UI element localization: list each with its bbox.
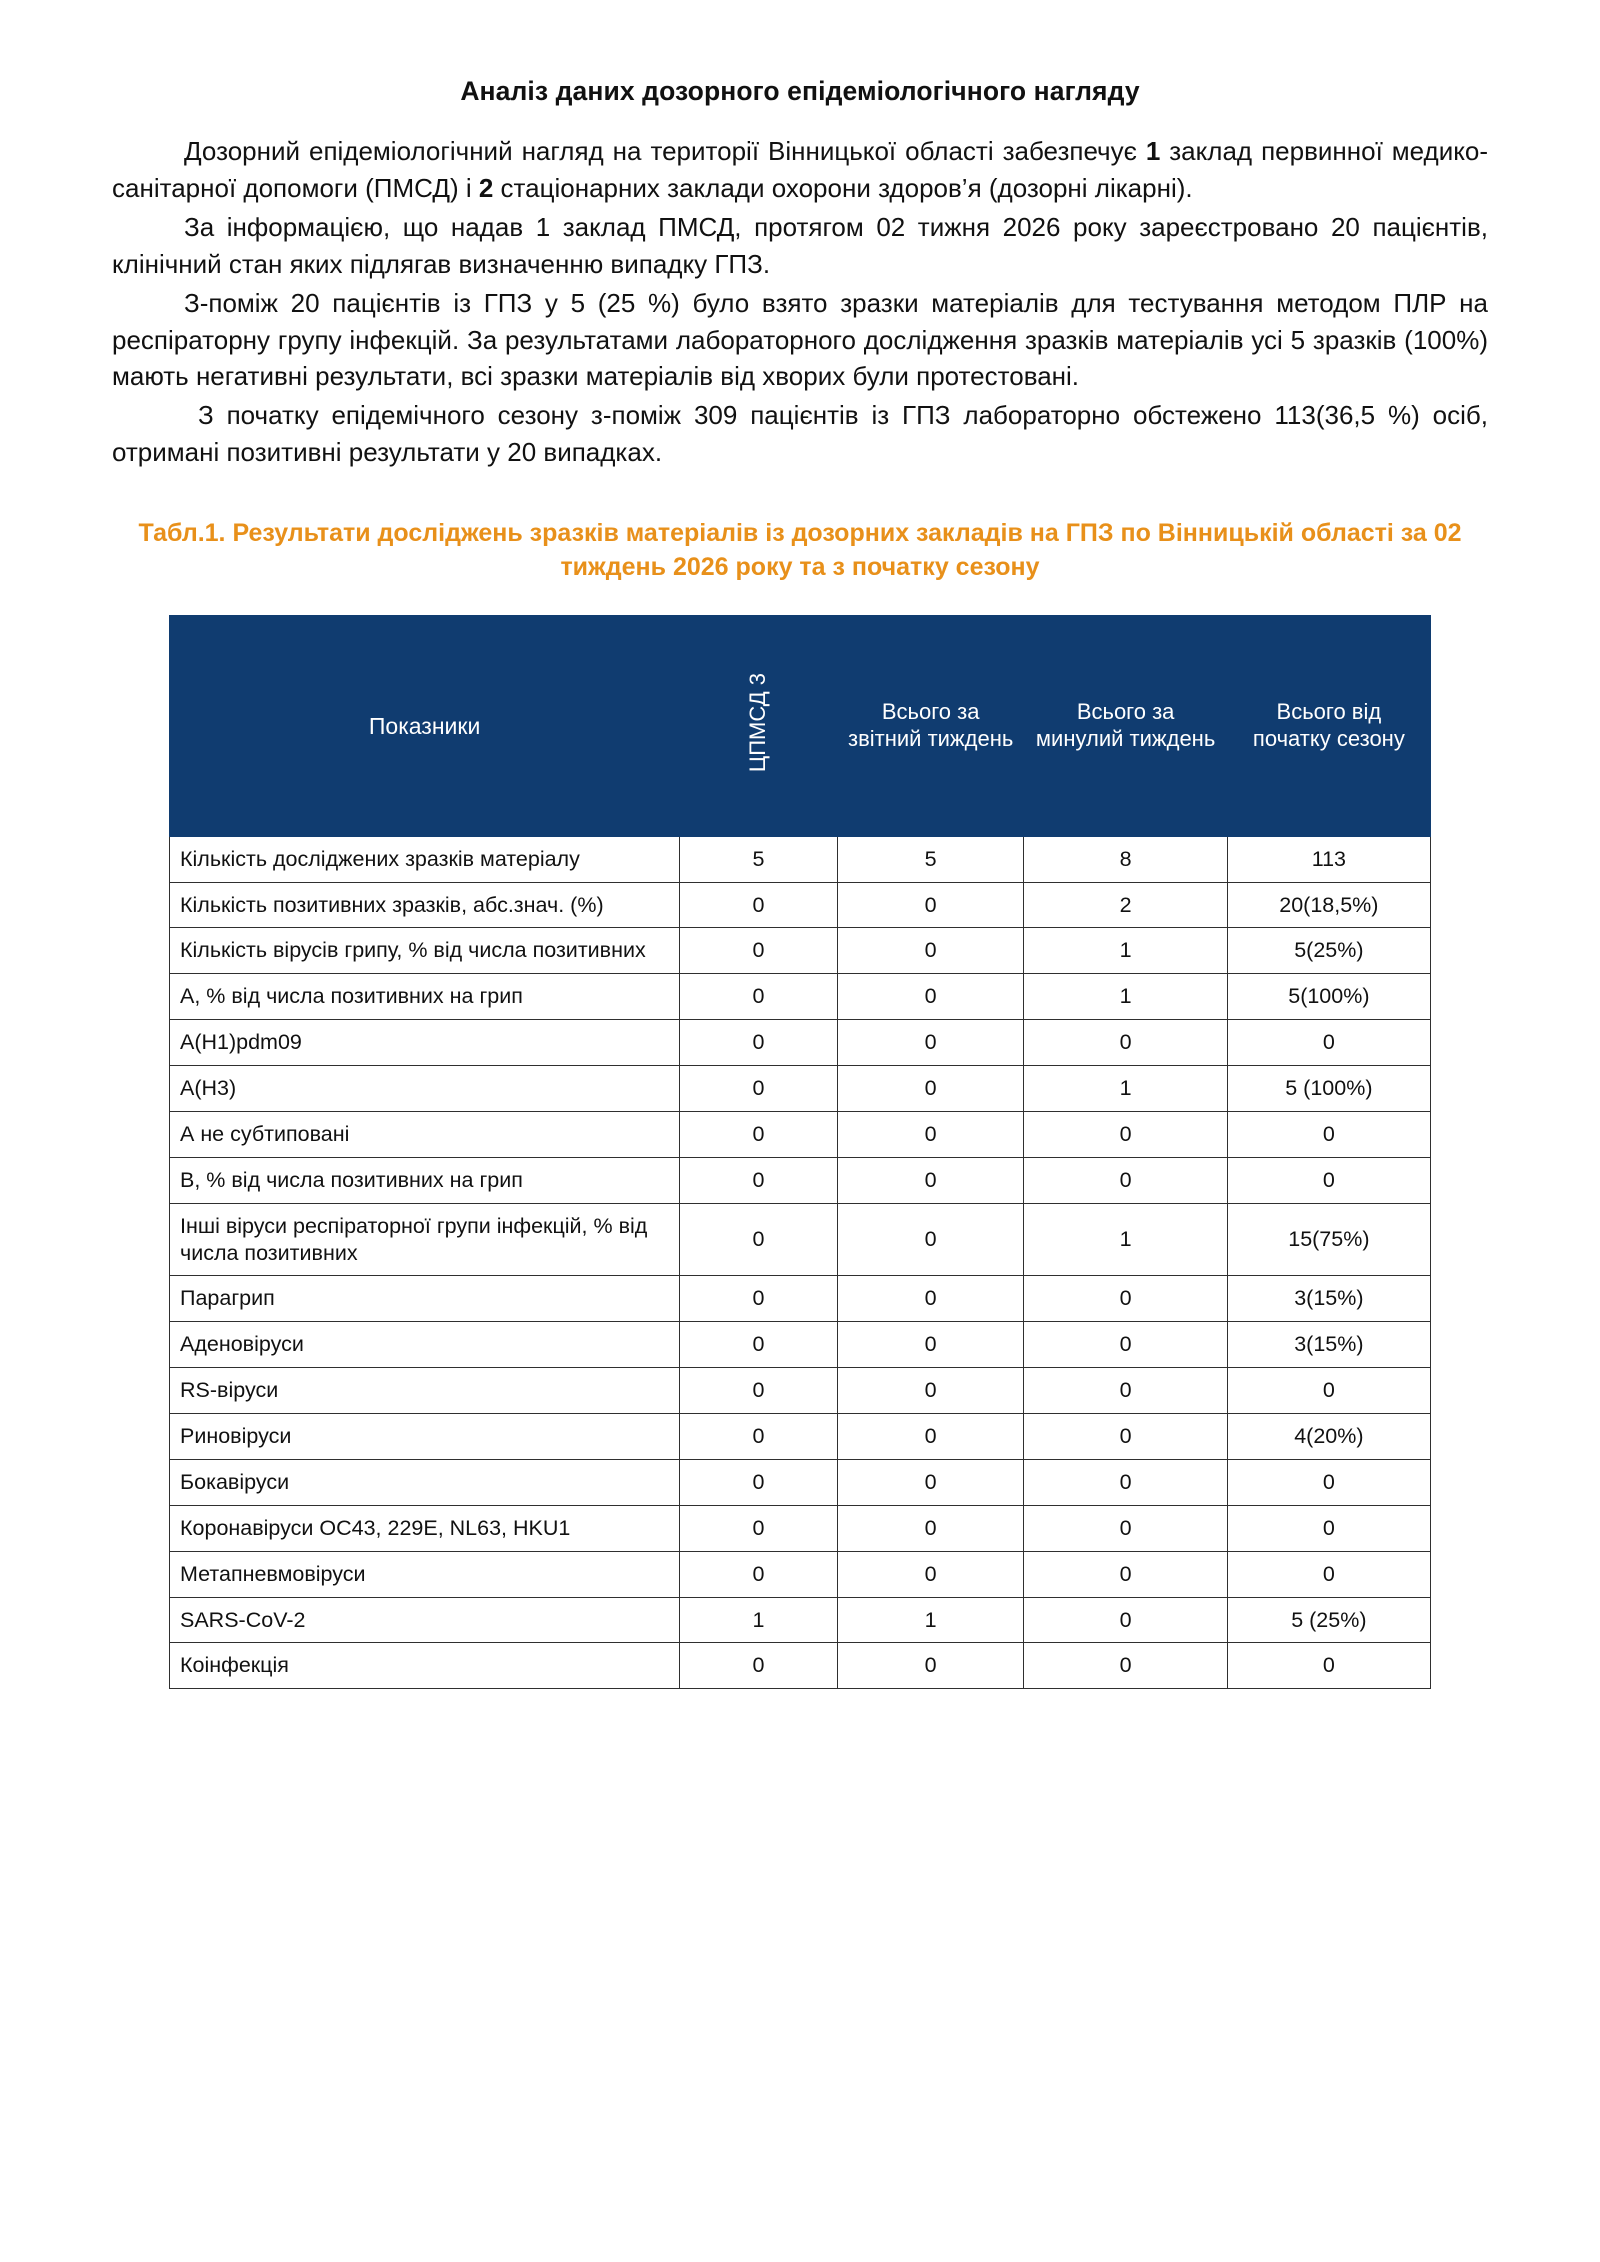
row-previous-week: 0 (1024, 1368, 1227, 1414)
row-season-total: 3(15%) (1227, 1322, 1430, 1368)
row-season-total: 5 (100%) (1227, 1066, 1430, 1112)
row-label: A(H3) (170, 1066, 680, 1112)
row-previous-week: 0 (1024, 1322, 1227, 1368)
table-row (170, 974, 1431, 1020)
row-previous-week: 0 (1024, 1020, 1227, 1066)
row-current-week: 0 (837, 1551, 1024, 1597)
row-current-week: 0 (837, 1368, 1024, 1414)
row-cpmsd: 0 (680, 1643, 838, 1689)
table-row (170, 1322, 1431, 1368)
table-row (170, 1459, 1431, 1505)
row-season-total: 0 (1227, 1505, 1430, 1551)
row-season-total: 0 (1227, 1020, 1430, 1066)
row-season-total: 113 (1227, 836, 1430, 882)
row-current-week: 0 (837, 1203, 1024, 1276)
row-label: Метапневмовіруси (170, 1551, 680, 1597)
row-label: Інші віруси респіраторної групи інфекцій, % від числа позитивних (170, 1203, 680, 1276)
table-row (170, 1111, 1431, 1157)
table-row (170, 1066, 1431, 1112)
row-previous-week: 0 (1024, 1459, 1227, 1505)
row-season-total: 20(18,5%) (1227, 882, 1430, 928)
row-cpmsd: 0 (680, 1459, 838, 1505)
row-cpmsd: 0 (680, 882, 838, 928)
row-previous-week: 1 (1024, 974, 1227, 1020)
row-current-week: 0 (837, 1322, 1024, 1368)
row-cpmsd: 0 (680, 1066, 838, 1112)
row-current-week: 0 (837, 882, 1024, 928)
row-label: Бокавіруси (170, 1459, 680, 1505)
row-label: В, % від числа позитивних на грип (170, 1157, 680, 1203)
row-current-week: 0 (837, 1276, 1024, 1322)
row-current-week: 1 (837, 1597, 1024, 1643)
table-header (170, 615, 1431, 836)
row-label: RS-віруси (170, 1368, 680, 1414)
paragraph-2 (112, 209, 1488, 283)
row-previous-week: 0 (1024, 1643, 1227, 1689)
row-season-total: 3(15%) (1227, 1276, 1430, 1322)
paragraph-1-text: Дозорний епідеміологічний нагляд на території Вінницької області забезпечує 1 заклад первинної медико-санітарної допомоги (ПМСД) і 2 стаціонарних заклади охорони здоров’я (дозорні лікарні). (112, 136, 1489, 203)
row-previous-week: 0 (1024, 1276, 1227, 1322)
results-table (169, 615, 1431, 1690)
table-row (170, 882, 1431, 928)
row-current-week: 0 (837, 1414, 1024, 1460)
row-previous-week: 8 (1024, 836, 1227, 882)
row-season-total: 0 (1227, 1459, 1430, 1505)
row-cpmsd: 1 (680, 1597, 838, 1643)
table-header-current-week: Всього за звітний тиждень (837, 615, 1024, 836)
row-cpmsd: 0 (680, 974, 838, 1020)
row-season-total: 0 (1227, 1643, 1430, 1689)
row-label: Коронавіруси ОС43, 229Е, NL63, HKU1 (170, 1505, 680, 1551)
row-season-total: 5(100%) (1227, 974, 1430, 1020)
table-row (170, 1597, 1431, 1643)
table-row (170, 1551, 1431, 1597)
table-caption: Табл.1. Результати досліджень зразків матеріалів із дозорних закладів на ГПЗ по Вінницькій області за 02 тиждень 2026 року та з початку сезону (138, 519, 1462, 581)
row-label: Аденовіруси (170, 1322, 680, 1368)
row-previous-week: 0 (1024, 1551, 1227, 1597)
row-current-week: 0 (837, 928, 1024, 974)
row-season-total: 5(25%) (1227, 928, 1430, 974)
table-row (170, 1203, 1431, 1276)
row-label: Риновіруси (170, 1414, 680, 1460)
row-cpmsd: 0 (680, 1203, 838, 1276)
row-season-total: 5 (25%) (1227, 1597, 1430, 1643)
row-cpmsd: 0 (680, 1505, 838, 1551)
table-row (170, 1276, 1431, 1322)
row-current-week: 0 (837, 1643, 1024, 1689)
row-current-week: 0 (837, 1459, 1024, 1505)
row-label: SARS-CoV-2 (170, 1597, 680, 1643)
row-label: А, % від числа позитивних на грип (170, 974, 680, 1020)
row-current-week: 0 (837, 1157, 1024, 1203)
row-cpmsd: 0 (680, 1551, 838, 1597)
row-season-total: 15(75%) (1227, 1203, 1430, 1276)
row-previous-week: 0 (1024, 1505, 1227, 1551)
table-header-season-total: Всього від початку сезону (1227, 615, 1430, 836)
row-previous-week: 1 (1024, 1066, 1227, 1112)
table-row (170, 836, 1431, 882)
table-header-cpmsd (680, 615, 838, 836)
row-season-total: 0 (1227, 1368, 1430, 1414)
paragraph-4 (112, 397, 1488, 471)
row-season-total: 4(20%) (1227, 1414, 1430, 1460)
table-header-row (170, 615, 1431, 836)
row-label: Коінфекція (170, 1643, 680, 1689)
row-season-total: 0 (1227, 1551, 1430, 1597)
row-season-total: 0 (1227, 1157, 1430, 1203)
row-cpmsd: 0 (680, 1322, 838, 1368)
row-current-week: 0 (837, 1111, 1024, 1157)
row-current-week: 0 (837, 1066, 1024, 1112)
table-header-previous-week: Всього за минулий тиждень (1024, 615, 1227, 836)
table-row (170, 1368, 1431, 1414)
row-cpmsd: 0 (680, 1111, 838, 1157)
row-cpmsd: 0 (680, 1157, 838, 1203)
table-row (170, 1414, 1431, 1460)
row-previous-week: 0 (1024, 1597, 1227, 1643)
row-current-week: 5 (837, 836, 1024, 882)
row-current-week: 0 (837, 1020, 1024, 1066)
row-cpmsd: 0 (680, 1414, 838, 1460)
row-label: A(H1)pdm09 (170, 1020, 680, 1066)
row-previous-week: 0 (1024, 1111, 1227, 1157)
row-current-week: 0 (837, 1505, 1024, 1551)
row-label: Кількість досліджених зразків матеріалу (170, 836, 680, 882)
paragraph-4-text: З початку епідемічного сезону з-поміж 309 пацієнтів із ГПЗ лабораторно обстежено 113(36,5 %) осіб, отримані позитивні результати у 20 випадках. (112, 400, 1488, 468)
table-row (170, 1157, 1431, 1203)
table-header-indicators: Показники (170, 615, 680, 836)
row-previous-week: 0 (1024, 1414, 1227, 1460)
row-previous-week: 1 (1024, 928, 1227, 974)
row-season-total: 0 (1227, 1111, 1430, 1157)
table-body (170, 836, 1431, 1689)
row-cpmsd: 0 (680, 1368, 838, 1414)
table-row (170, 1643, 1431, 1689)
row-cpmsd: 0 (680, 1020, 838, 1066)
page-title: Аналіз даних дозорного епідеміологічного нагляду (460, 76, 1140, 106)
row-label: А не субтиповані (170, 1111, 680, 1157)
row-label: Кількість позитивних зразків, абс.знач. (%) (170, 882, 680, 928)
row-previous-week: 0 (1024, 1157, 1227, 1203)
row-cpmsd: 0 (680, 1276, 838, 1322)
row-previous-week: 2 (1024, 882, 1227, 928)
table-row (170, 928, 1431, 974)
row-label: Кількість вірусів грипу, % від числа позитивних (170, 928, 680, 974)
row-cpmsd: 0 (680, 928, 838, 974)
paragraph-3 (112, 285, 1488, 396)
paragraph-2-text: За інформацією, що надав 1 заклад ПМСД, протягом 02 тижня 2026 року зареєстровано 20 пацієнтів, клінічний стан яких підлягав визначенню випадку ГПЗ. (112, 211, 1488, 279)
row-label: Парагрип (170, 1276, 680, 1322)
table-header-cpmsd-label: ЦПМСД 3 (745, 672, 771, 772)
table-row (170, 1020, 1431, 1066)
row-previous-week: 1 (1024, 1203, 1227, 1276)
row-current-week: 0 (837, 974, 1024, 1020)
row-cpmsd: 5 (680, 836, 838, 882)
table-row (170, 1505, 1431, 1551)
paragraph-1 (112, 133, 1488, 207)
paragraph-3-text: З-поміж 20 пацієнтів із ГПЗ у 5 (25 %) було взято зразки матеріалів для тестування методом ПЛР на респіраторну групу інфекцій. За результатами лабораторного дослідження зразків матеріалів усі 5 зразків (100%) мають негативні результати, всі зразки матеріалів від хворих були протестовані. (112, 287, 1488, 392)
